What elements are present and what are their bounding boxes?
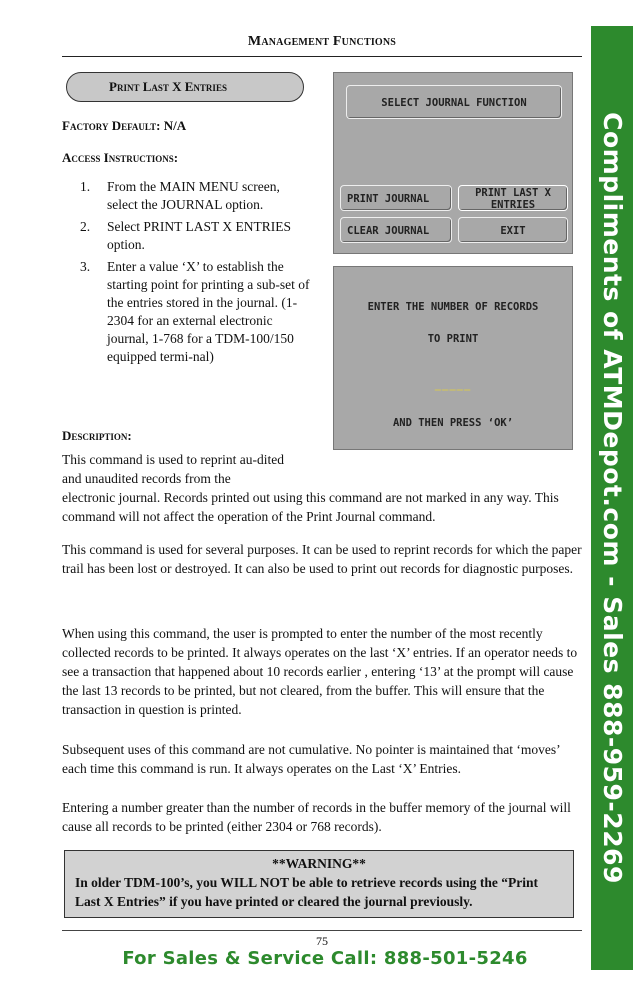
records-input[interactable]: _____ [434,379,472,391]
step-number: 1. [80,179,91,194]
side-banner-text: Compliments of ATMDepot.com - Sales 888-959-2269 [598,112,627,884]
footer-divider [62,930,582,931]
print-journal-button[interactable]: PRINT JOURNAL [340,185,452,211]
step-number: 2. [80,219,91,234]
paragraph: Subsequent uses of this command are not cumulative. No pointer is maintained that ‘moves’ each time this command is run. It always operates on the Last ‘X’ Entries. [62,742,560,776]
step-item [62,218,312,254]
page-number: 75 [316,934,328,948]
exit-button[interactable]: EXIT [458,217,568,243]
instruction-steps [62,178,312,370]
description-text-continued: electronic journal. Records printed out using this command are not marked in any way. This command will not affect the operation of the Print Journal command. [62,490,559,524]
print-last-x-entries-button[interactable]: PRINT LAST X ENTRIES [458,185,568,211]
step-text: From the MAIN MENU screen, select the JOURNAL option. [107,179,280,212]
prompt-line-2: TO PRINT [427,333,479,345]
description-heading: Description: [62,428,132,443]
warning-title: **WARNING** [272,856,366,871]
prompt-line-1: ENTER THE NUMBER OF RECORDS [367,301,539,313]
screen-title: SELECT JOURNAL FUNCTION [346,85,562,119]
clear-journal-button[interactable]: CLEAR JOURNAL [340,217,452,243]
step-item [62,258,312,366]
step-number: 3. [80,259,91,274]
access-instructions-heading: Access Instructions: [62,150,179,165]
step-text: Enter a value ‘X’ to establish the starting point for printing a sub-set of the entries stored in the journal. (1-2304 for an external electronic journal, 1-768 for a TDM-100/150 equipped termi-nal) [107,259,310,364]
prompt-line-3: AND THEN PRESS ‘OK’ [392,417,514,429]
warning-text: In older TDM-100’s, you WILL NOT be able to retrieve records using the “Print Last X Entries” if you have printed or cleared the journal previously. [75,875,539,909]
enter-records-screen [333,266,573,450]
sales-footer: For Sales & Service Call: 888-501-5246 [122,948,528,969]
factory-default: Factory Default: N/A [62,118,187,133]
description-text-start: This command is used to reprint au-dited and unaudited records from the [62,452,284,486]
header-divider [62,56,582,57]
paragraph: Entering a number greater than the number of records in the buffer memory of the journal will cause all records to be printed (either 2304 or 768 records). [62,800,571,834]
step-item [62,178,312,214]
section-title: Print Last X Entries [66,72,304,102]
warning-box [64,850,574,918]
page-header: Management Functions [247,34,397,49]
side-banner [591,26,633,970]
select-journal-screen [333,72,573,254]
paragraph: This command is used for several purposes. It can be used to reprint records for which the paper trail has been lost or destroyed. It can also be used to print out records for diagnostic purposes. [62,542,582,576]
paragraph: When using this command, the user is prompted to enter the number of the most recently collected records to be printed. It always operates on the last ‘X’ entries. If an operator needs to see a transaction that happened about 10 records earlier , entering ‘13’ at the prompt will cause the last 13 records to be printed, but not cleared, from the buffer. This will ensure that the transaction in question is printed. [62,626,578,717]
step-text: Select PRINT LAST X ENTRIES option. [107,219,291,252]
